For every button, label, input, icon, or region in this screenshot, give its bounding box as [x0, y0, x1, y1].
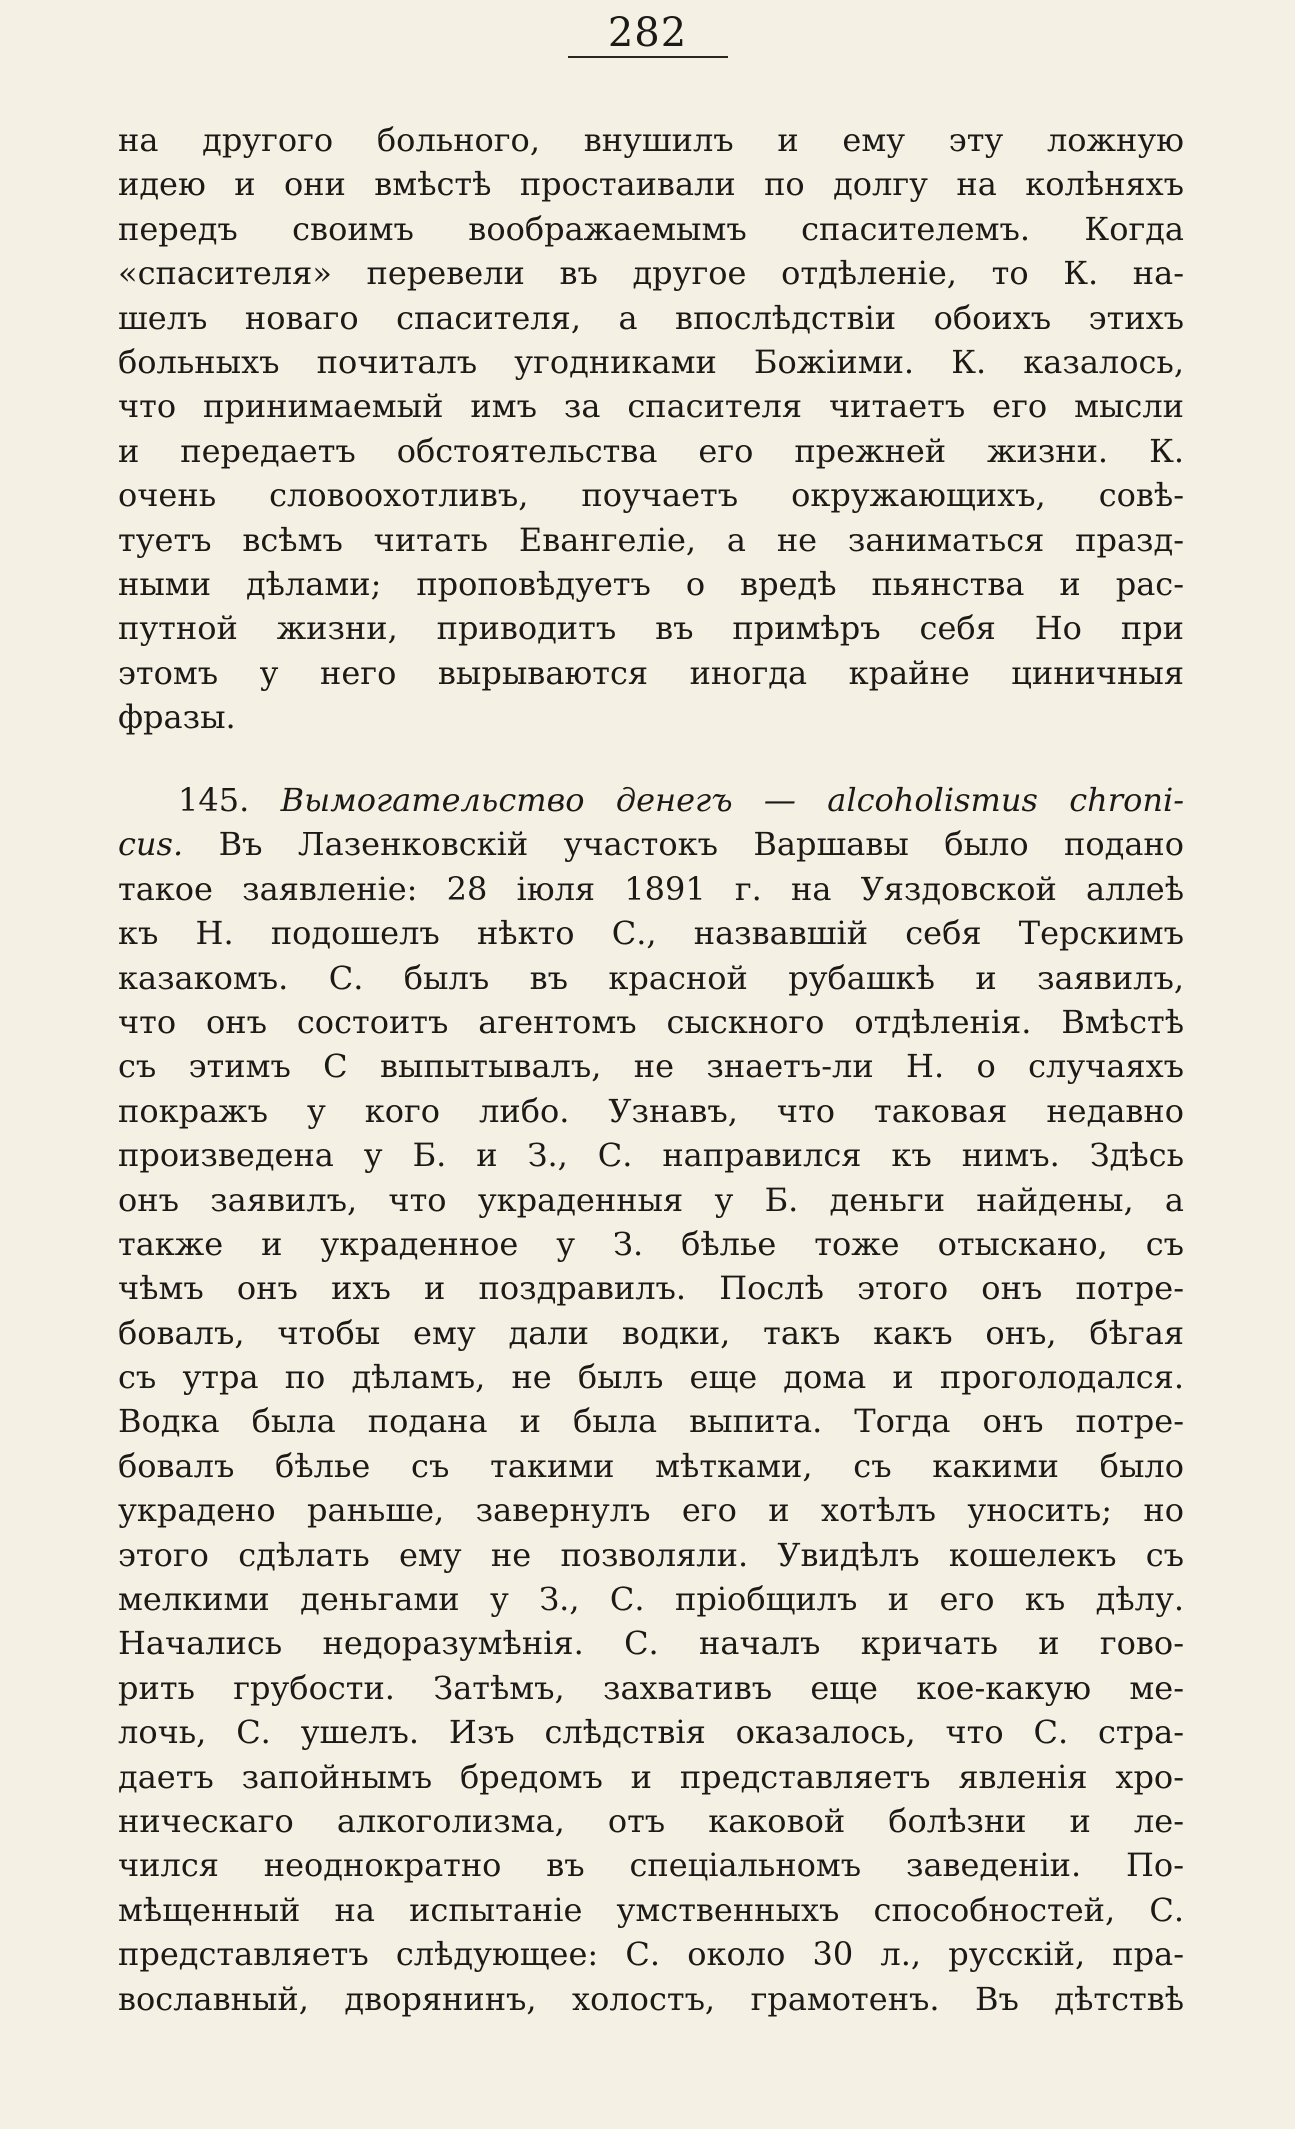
text-line: этомъ у него вырываются иногда крайне циничныя [118, 653, 1184, 692]
text-line: что онъ состоитъ агентомъ сыскного отдѣленія. Вмѣстѣ [118, 1002, 1184, 1041]
text-line: украдено раньше, завернулъ его и хотѣлъ уносить; но [118, 1491, 1184, 1530]
text-line: чѣмъ онъ ихъ и поздравилъ. Послѣ этого онъ потре- [118, 1269, 1184, 1308]
text-line: лочь, С. ушелъ. Изъ слѣдствія оказалось, что С. стра- [118, 1713, 1184, 1752]
text-line: съ утра по дѣламъ, не былъ еще дома и проголодался. [118, 1358, 1184, 1397]
first-line-rest: Въ Лазенковскій участокъ Варшавы было подано [218, 825, 1185, 864]
text-line: рить грубости. Затѣмъ, захвативъ еще кое-какую ме- [118, 1668, 1184, 1707]
paragraph-1 [118, 118, 1184, 739]
text-line: «спасителя» перевели въ другое отдѣленіе, то К. на- [118, 254, 1184, 293]
text-line: также и украденное у З. бѣлье тоже отыскано, съ [118, 1224, 1184, 1263]
page-header [0, 10, 1295, 56]
text-line: очень словоохотливъ, поучаетъ окружающихъ, совѣ- [118, 476, 1184, 515]
paragraph-2 [118, 778, 1184, 2021]
text-line: шелъ новаго спасителя, а впослѣдствіи обоихъ этихъ [118, 298, 1184, 337]
text-line: передъ своимъ воображаемымъ спасителемъ. Когда [118, 209, 1184, 248]
text-line: онъ заявилъ, что украденныя у Б. деньги найдены, а [118, 1180, 1184, 1219]
page-number: 282 [607, 10, 688, 56]
text-line: ническаго алкоголизма, отъ каковой болѣзни и ле- [118, 1801, 1184, 1840]
text-line: бовалъ бѣлье съ такими мѣтками, съ какими было [118, 1446, 1184, 1485]
text-line: идею и они вмѣстѣ простаивали по долгу на колѣняхъ [118, 165, 1184, 204]
case-number: 145. [178, 781, 250, 819]
text-line: на другого больного, внушилъ и ему эту ложную [118, 121, 1184, 159]
case-title: Вымогательство денегъ — alcoholismus chroni- [280, 781, 1185, 819]
text-line: и передаетъ обстоятельства его прежней жизни. К. [118, 431, 1184, 470]
text-line: къ Н. подошелъ нѣкто С., назвавшій себя Терскимъ [118, 914, 1184, 953]
text-line: даетъ запойнымъ бредомъ и представляетъ явленія хро- [118, 1757, 1184, 1796]
text-line: больныхъ почиталъ угодниками Божіими. К. казалось, [118, 342, 1184, 381]
text-line: что принимаемый имъ за спасителя читаетъ его мысли [118, 387, 1184, 426]
text-line: чился неоднократно въ спеціальномъ заведеніи. По- [118, 1846, 1184, 1885]
text-line: мелкими деньгами у З., С. пріобщилъ и его къ дѣлу. [118, 1580, 1184, 1619]
text-line: мѣщенный на испытаніе умственныхъ способностей, С. [118, 1890, 1184, 1929]
text-line: съ этимъ С выпытывалъ, не знаетъ-ли Н. о случаяхъ [118, 1047, 1184, 1086]
text-line: этого сдѣлать ему не позволяли. Увидѣлъ кошелекъ съ [118, 1535, 1184, 1574]
text-line: путной жизни, приводитъ въ примѣръ себя Но при [118, 609, 1184, 648]
text-line: туетъ всѣмъ читать Евангеліе, а не заниматься празд- [118, 520, 1184, 559]
text-line: такое заявленіе: 28 іюля 1891 г. на Уяздовской аллеѣ [118, 869, 1184, 908]
text-line: произведена у Б. и З., С. направился къ нимъ. Здѣсь [118, 1136, 1184, 1175]
text-line: казакомъ. С. былъ въ красной рубашкѣ и заявилъ, [118, 958, 1184, 997]
text-line: Водка была подана и была выпита. Тогда онъ потре- [118, 1402, 1184, 1441]
text-line: вославный, дворянинъ, холостъ, грамотенъ. Въ дѣтствѣ [118, 1979, 1184, 2018]
text-line: фразы. [118, 698, 236, 737]
text-line: Начались недоразумѣнія. С. началъ кричать и гово- [118, 1624, 1184, 1663]
text-line: покражъ у кого либо. Узнавъ, что таковая недавно [118, 1091, 1184, 1130]
text-line: ными дѣлами; проповѣдуетъ о вредѣ пьянства и рас- [118, 564, 1184, 603]
case-heading-line [118, 778, 1184, 822]
header-rule [568, 56, 728, 58]
text-line [118, 822, 1184, 866]
case-title-end: cus. [118, 825, 184, 864]
text-line: представляетъ слѣдующее: С. около 30 л., русскій, пра- [118, 1935, 1184, 1974]
text-line: бовалъ, чтобы ему дали водки, такъ какъ онъ, бѣгая [118, 1313, 1184, 1352]
